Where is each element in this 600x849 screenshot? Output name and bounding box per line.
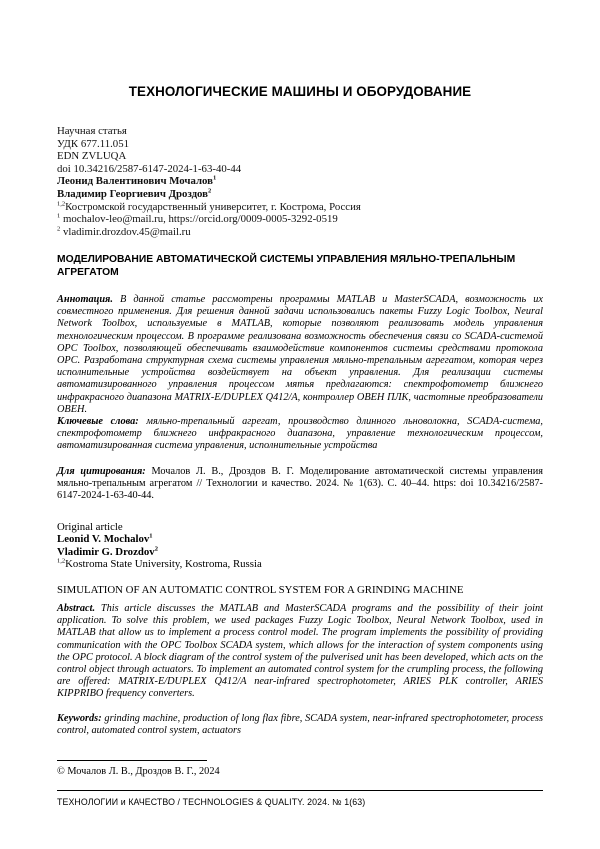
author-2: Владимир Георгиевич Дроздов$^2$	[57, 187, 212, 200]
article-title-ru: МОДЕЛИРОВАНИЕ АВТОМАТИЧЕСКОЙ СИСТЕМЫ УПРАВЛЕНИЯ МЯЛЬНО-ТРЕПАЛЬНЫМ АГРЕГАТОМ	[57, 254, 516, 278]
running-footer: ТЕХНОЛОГИИ и КАЧЕСТВО / TECHNOLOGIES & QUALITY. 2024. № 1(63)	[57, 797, 366, 807]
abstract-en-lead: Abstract.	[57, 603, 96, 614]
contact-2: $^2$ vladimir.drozdov.45@mail.ru	[57, 225, 191, 238]
article-type-en: Original article	[57, 521, 123, 533]
abstract-ru-text: В данной статье рассмотрены программы MATLAB и MasterSCADA, возможность их совместного применения. Для решения данной задачи использовались пакеты Fuzzy Logic Toolbox, Neural Network Toolbox, используемые в MATLAB, которые позволяют реализовать модель управления технологическим процессом. В программе реализована возможность обеспечения связи со SCADA-системой OPC Toolbox, позволяющей обеспечивать взаимодействие компонентов системы средствами протокола OPC. Разработана структурная схема системы управления мяльно-трепальным агрегатом, которая через исполнительные устройства воздействует на объект управления. Для реализации системы автоматизированного управления процессом мятья предлагаются: спектрофотометр ближнего инфракрасного диапазона MATRIX-E/DUPLEX Q412/A, контроллер ОВЕН ПЛК, частотные преобразователи ОВЕН.	[57, 294, 543, 415]
article-meta-en	[57, 521, 543, 571]
keywords-en	[57, 713, 543, 737]
copyright: © Мочалов Л. В., Дроздов В. Г., 2024	[57, 766, 220, 777]
article-meta-ru	[57, 125, 543, 238]
edn-code: EDN ZVLUQA	[57, 150, 127, 163]
article-type: Научная статья	[57, 125, 127, 137]
abstract-ru	[57, 294, 543, 416]
section-header: ТЕХНОЛОГИЧЕСКИЕ МАШИНЫ И ОБОРУДОВАНИЕ	[128, 84, 472, 99]
author-1: Леонид Валентинович Мочалов$^1$	[57, 174, 217, 188]
keywords-ru-text: мяльно-трепальный агрегат, производство длинного льноволокна, SCADA-система, спектрофотометр ближнего инфракрасного диапазона, управление технологическим процессом, автоматизированная система управления, исполнительные устройства	[57, 416, 543, 452]
abstract-en-text: This article discusses the MATLAB and MasterSCADA programs and the possibility of their joint application. To solve this problem, we used packages Fuzzy Logic Toolbox, Neural Network Toolbox, used in MATLAB that allow us to implement a process control model. The program implements the possibility of providing communication with the OPC Toolbox SCADA system, which allows for the interaction of system components using the OPC protocol. A block diagram of the control system of the pulverised unit has been developed, which acts on the control object through actuators. To implement an automated control system for the crumpling process, the following are offered: MATRIX-E/DUPLEX Q412/A near-infrared spectrophotometer, ARIES PLK controller, ARIES KIPPRIBO frequency converters.	[57, 603, 543, 700]
footer-divider	[57, 790, 543, 791]
author-1-en: Leonid V. Mochalov$^1$	[57, 532, 153, 546]
doi: doi 10.34216/2587-6147-2024-1-63-40-44	[57, 162, 242, 175]
keywords-en-lead: Keywords:	[57, 713, 102, 724]
author-2-en: Vladimir G. Drozdov$^2$	[57, 545, 158, 558]
udk-code: УДК 677.11.051	[57, 137, 130, 150]
abstract-ru-lead: Аннотация.	[57, 294, 113, 305]
citation	[57, 466, 543, 503]
citation-text: Мочалов Л. В., Дроздов В. Г. Моделирование автоматической системы управления мяльно-трепальным агрегатом // Технологии и качество. 2024. № 1(63). С. 40–44. https: doi 10.34216/2587-6147-2024-1-63-40-44.	[57, 466, 544, 502]
affiliation: $^{1,2}$Костромской государственный университет, г. Кострома, Россия	[57, 199, 361, 213]
article-title-en: SIMULATION OF AN AUTOMATIC CONTROL SYSTEM FOR A GRINDING MACHINE	[57, 584, 464, 596]
footnote-divider	[57, 760, 207, 761]
citation-lead: Для цитирования:	[57, 466, 146, 477]
abstract-en	[57, 603, 543, 701]
affiliation-en: $^{1,2}$Kostroma State University, Kostroma, Russia	[57, 557, 262, 571]
keywords-ru-lead: Ключевые слова:	[57, 416, 139, 427]
contact-1: $^1$ mochalov-leo@mail.ru, https://orcid.org/0009-0005-3292-0519	[57, 212, 338, 226]
keywords-en-text: grinding machine, production of long flax fibre, SCADA system, near-infrared spectrophotometer, process control, automated control system, actuators	[57, 713, 543, 737]
keywords-ru	[57, 416, 543, 453]
